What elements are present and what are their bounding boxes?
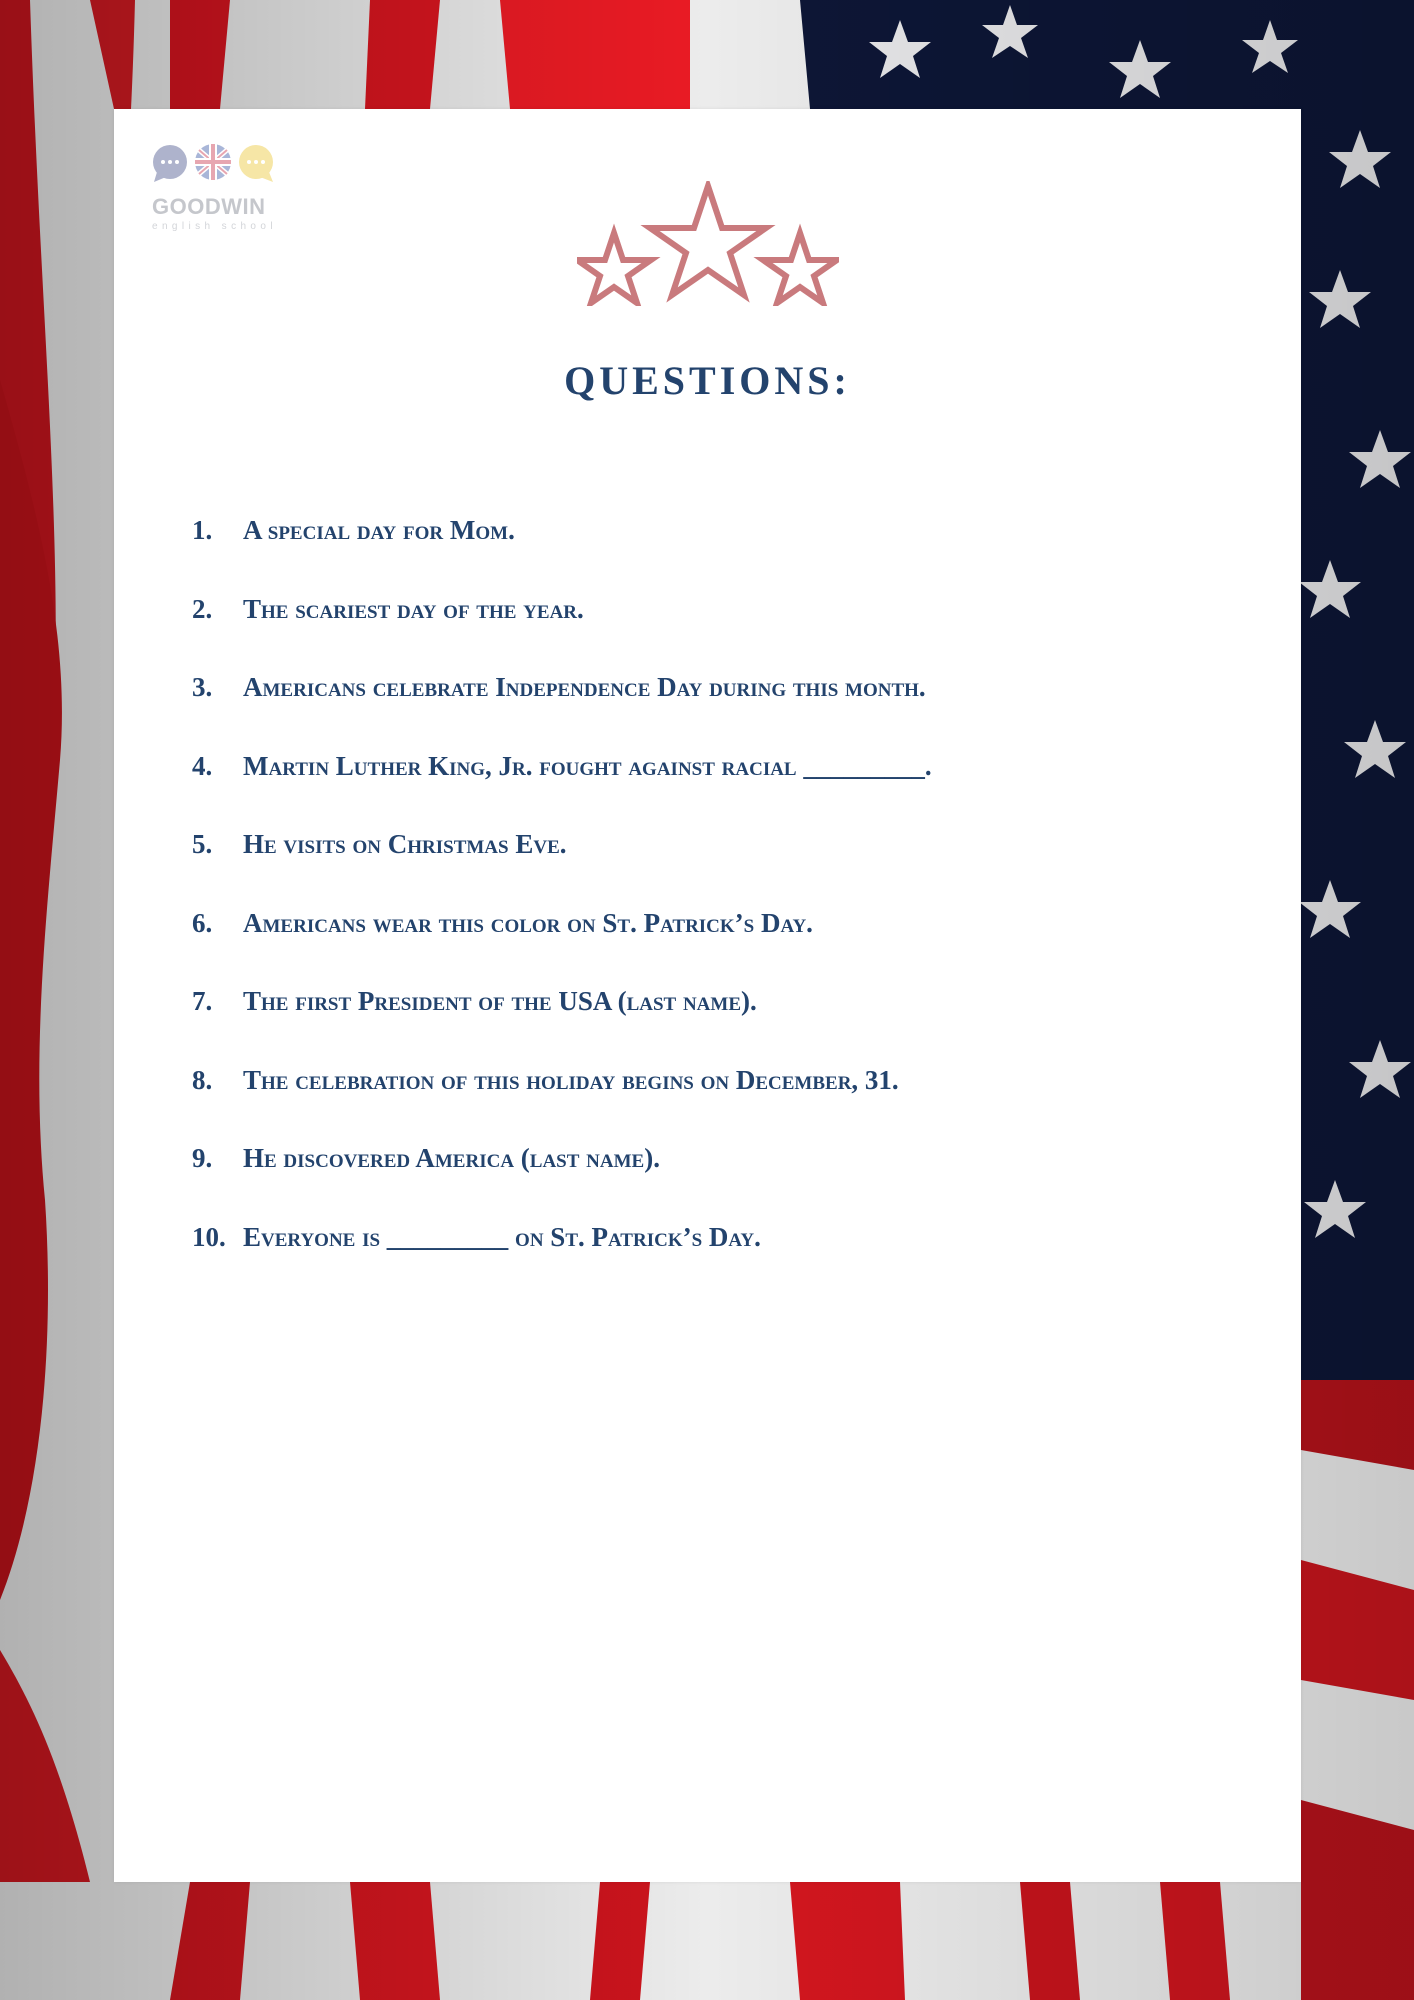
- question-number: 8.: [192, 1064, 213, 1095]
- question-text: He discovered America (last name).: [243, 1143, 660, 1173]
- question-item: [192, 667, 1252, 746]
- question-number: 9.: [192, 1143, 213, 1173]
- question-item: [192, 981, 1252, 1060]
- question-number: 2.: [192, 593, 213, 624]
- question-text: A special day for Mom.: [243, 515, 515, 545]
- question-text: The celebration of this holiday begins on December, 31.: [243, 1064, 899, 1095]
- star-icon: [577, 233, 651, 303]
- speech-bubble-icon: [153, 145, 187, 182]
- question-text: Martin Luther King, Jr. fought against racial _________.: [243, 750, 932, 781]
- question-item: [192, 746, 1252, 825]
- question-number: 3.: [192, 672, 213, 702]
- logo-brand-name: GOODWIN: [152, 194, 266, 219]
- question-number: 10.: [192, 1221, 226, 1252]
- question-text: He visits on Christmas Eve.: [243, 829, 567, 859]
- question-number: 5.: [192, 829, 213, 859]
- question-text: The first President of the USA (last name).: [243, 986, 757, 1016]
- question-item: [192, 903, 1252, 982]
- question-text: Americans celebrate Independence Day during this month.: [243, 672, 926, 702]
- question-text: Americans wear this color on St. Patrick’s Day.: [243, 907, 813, 938]
- question-number: 4.: [192, 750, 213, 781]
- star-icon: [650, 186, 766, 295]
- question-item: [192, 1217, 1252, 1296]
- question-number: 7.: [192, 986, 213, 1016]
- speech-bubble-icon: [239, 145, 273, 182]
- question-text: Everyone is _________ on St. Patrick’s Day.: [243, 1221, 761, 1252]
- question-item: [192, 589, 1252, 668]
- worksheet-page: [114, 109, 1301, 1882]
- question-text: The scariest day of the year.: [243, 593, 584, 624]
- star-icon: [763, 233, 837, 303]
- goodwin-logo: [152, 144, 282, 234]
- question-item: [192, 1138, 1252, 1217]
- question-number: 1.: [192, 515, 213, 545]
- question-item: [192, 1060, 1252, 1139]
- union-jack-icon: [195, 144, 231, 180]
- question-number: 6.: [192, 907, 213, 938]
- three-stars-decoration: [577, 181, 839, 306]
- question-list: [192, 510, 1252, 1295]
- logo-tagline: english school: [152, 221, 277, 232]
- question-item: [192, 510, 1252, 589]
- page-title: QUESTIONS:: [564, 358, 851, 403]
- question-item: [192, 824, 1252, 903]
